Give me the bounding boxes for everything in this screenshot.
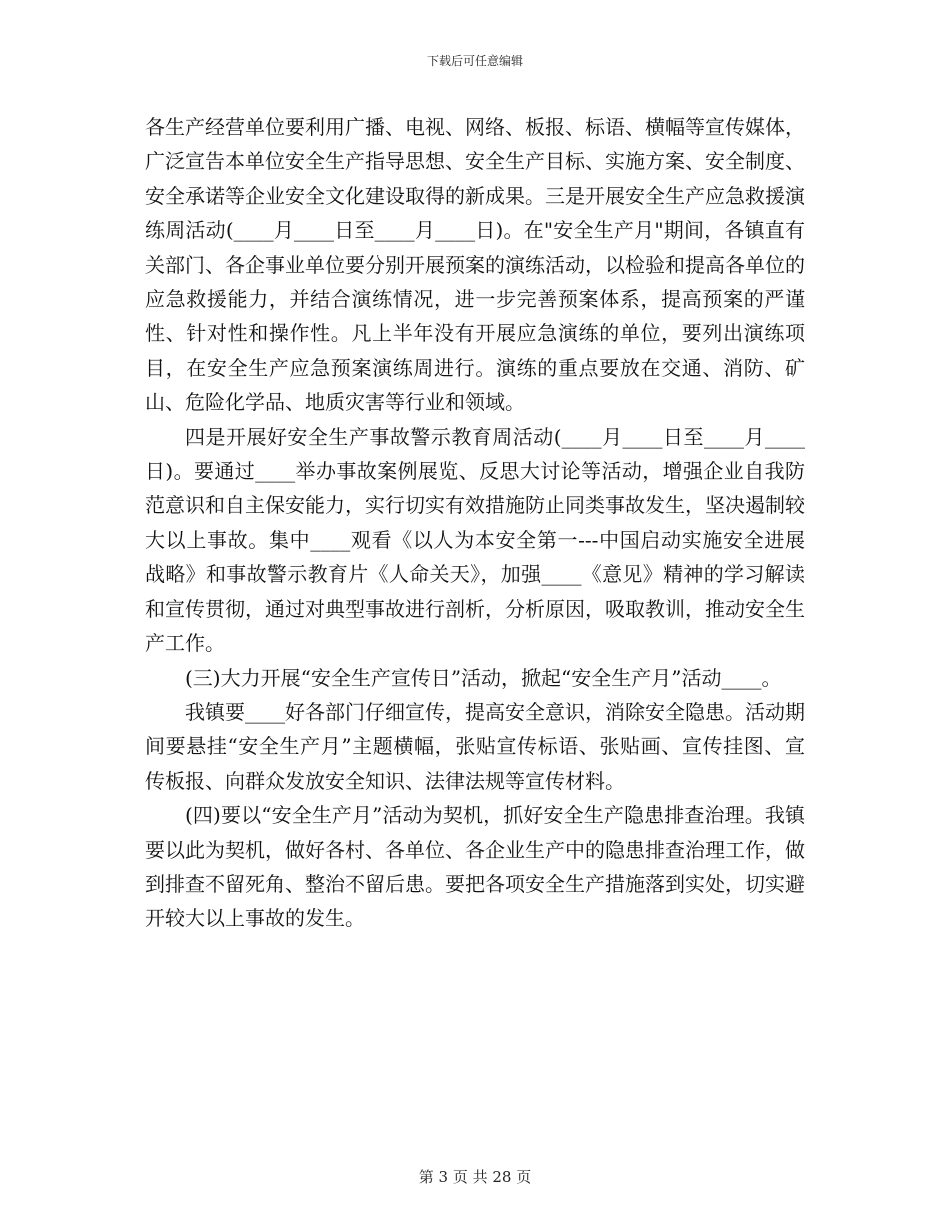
paragraph-3: (三)大力开展“安全生产宣传日”活动，掀起“安全生产月”活动____。 bbox=[185, 665, 782, 690]
paragraph-2: 四是开展好安全生产事故警示教育周活动(____月____日至____月____日)。要通过____举办事故案例展览、反思大讨论等活动，增强企业自我防范意识和自主保安能力，实行切实有效措施防止同类事故发生，坚决遏制较大以上事故。集中____观看《以人为本安全第一---中国启动实施安全进展战略》和事故警示教育片《人命关天》，加强____《意见》精神的学习解读和宣传贯彻，通过对典型事故进行剖析，分析原因，吸取教训，推动安全生产工作。 bbox=[145, 424, 805, 656]
header-note: 下载后可任意编辑 bbox=[426, 54, 523, 68]
page-number: 第 3 页 共 28 页 bbox=[418, 1168, 532, 1186]
paragraph-4: 我镇要____好各部门仔细宣传，提高安全意识，消除安全隐患。活动期间要悬挂“安全生产月”主题横幅，张贴宣传标语、张贴画、宣传挂图、宣传板报、向群众发放安全知识、法律法规等宣传材料。 bbox=[145, 699, 805, 793]
paragraph-5: (四)要以“安全生产月”活动为契机，抓好安全生产隐患排查治理。我镇要以此为契机，做好各村、各单位、各企业生产中的隐患排查治理工作，做到排查不留死角、整治不留后患。要把各项安全生产措施落到实处，切实避开较大以上事故的发生。 bbox=[145, 803, 805, 931]
document-body bbox=[145, 110, 805, 936]
paragraph-1: 各生产经营单位要利用广播、电视、网络、板报、标语、横幅等宣传媒体，广泛宣告本单位安全生产指导思想、安全生产目标、实施方案、安全制度、安全承诺等企业安全文化建设取得的新成果。三是开展安全生产应急救援演练周活动(____月____日至____月____日)。在"安全生产月"期间，各镇直有关部门、各企事业单位要分别开展预案的演练活动，以检验和提高各单位的应急救援能力，并结合演练情况，进一步完善预案体系，提高预案的严谨性、针对性和操作性。凡上半年没有开展应急演练的单位，要列出演练项目，在安全生产应急预案演练周进行。演练的重点要放在交通、消防、矿山、危险化学品、地质灾害等行业和领域。 bbox=[145, 115, 805, 415]
